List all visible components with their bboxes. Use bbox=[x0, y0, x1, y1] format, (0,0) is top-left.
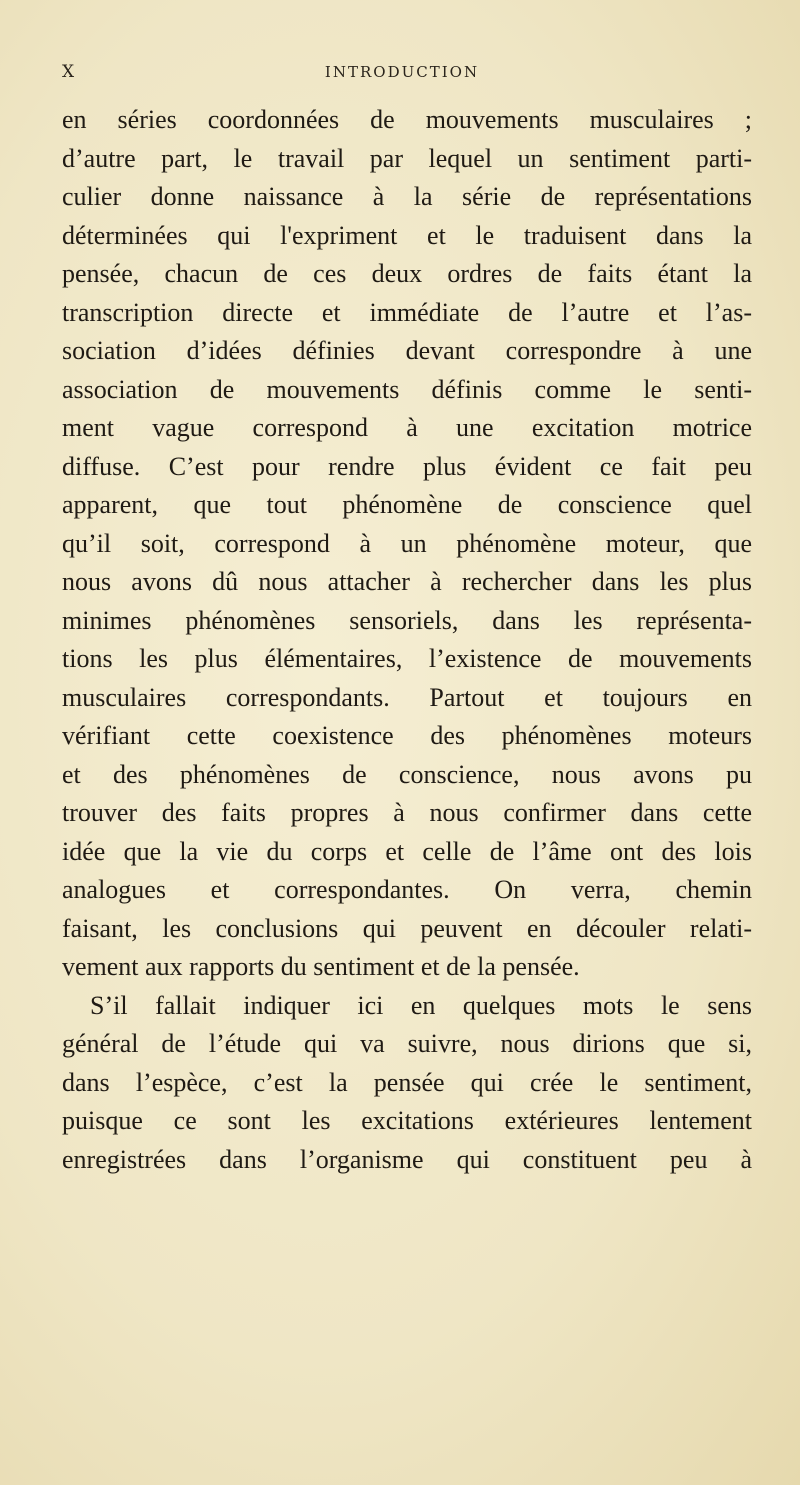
text-line: tions les plus élémentaires, l’existence de mouvements bbox=[62, 644, 752, 673]
page-header bbox=[62, 62, 742, 86]
text-line: enregistrées dans l’organisme qui constituent peu à bbox=[62, 1144, 752, 1174]
text-line: et des phénomènes de conscience, nous avons pu bbox=[62, 759, 752, 789]
text-line: ment vague correspond à une excitation motrice bbox=[62, 413, 752, 442]
text-line: culier donne naissance à la série de représentations bbox=[62, 182, 752, 211]
text-line: idée que la vie du corps et celle de l’âme ont des lois bbox=[62, 836, 752, 866]
page-number: X bbox=[62, 62, 76, 82]
text-line: trouver des faits propres à nous confirmer dans cette bbox=[62, 798, 752, 827]
text-line: pensée, chacun de ces deux ordres de faits étant la bbox=[62, 259, 752, 288]
text-line: qu’il soit, correspond à un phénomène moteur, que bbox=[62, 528, 752, 558]
text-line: faisant, les conclusions qui peuvent en découler relati- bbox=[62, 913, 752, 943]
text-line: puisque ce sont les excitations extérieures lentement bbox=[62, 1106, 752, 1135]
text-line: association de mouvements définis comme le senti- bbox=[62, 374, 752, 404]
running-title: INTRODUCTION bbox=[324, 63, 480, 81]
text-line: vérifiant cette coexistence des phénomènes moteurs bbox=[62, 721, 752, 750]
text-line: analogues et correspondantes. On verra, chemin bbox=[62, 875, 752, 904]
text-line: minimes phénomènes sensoriels, dans les représenta- bbox=[62, 605, 752, 635]
text-line: déterminées qui l'expriment et le traduisent dans la bbox=[62, 220, 752, 250]
text-line: S’il fallait indiquer ici en quelques mots le sens bbox=[90, 990, 752, 1020]
text-line: d’autre part, le travail par lequel un sentiment parti- bbox=[62, 143, 752, 173]
text-line: musculaires correspondants. Partout et toujours en bbox=[62, 682, 752, 712]
text-line: nous avons dû nous attacher à rechercher dans les plus bbox=[62, 567, 752, 596]
body-text bbox=[62, 101, 752, 1179]
text-line: apparent, que tout phénomène de conscience quel bbox=[62, 490, 752, 519]
text-line: diffuse. C’est pour rendre plus évident ce fait peu bbox=[62, 451, 752, 481]
text-line: sociation d’idées définies devant correspondre à une bbox=[62, 336, 752, 365]
text-line: vement aux rapports du sentiment et de la pensée. bbox=[62, 952, 580, 981]
text-line: général de l’étude qui va suivre, nous dirions que si, bbox=[62, 1029, 752, 1058]
text-line: dans l’espèce, c’est la pensée qui crée le sentiment, bbox=[62, 1067, 752, 1097]
text-line: transcription directe et immédiate de l’autre et l’as- bbox=[62, 297, 752, 327]
text-line: en séries coordonnées de mouvements musculaires ; bbox=[62, 105, 752, 134]
